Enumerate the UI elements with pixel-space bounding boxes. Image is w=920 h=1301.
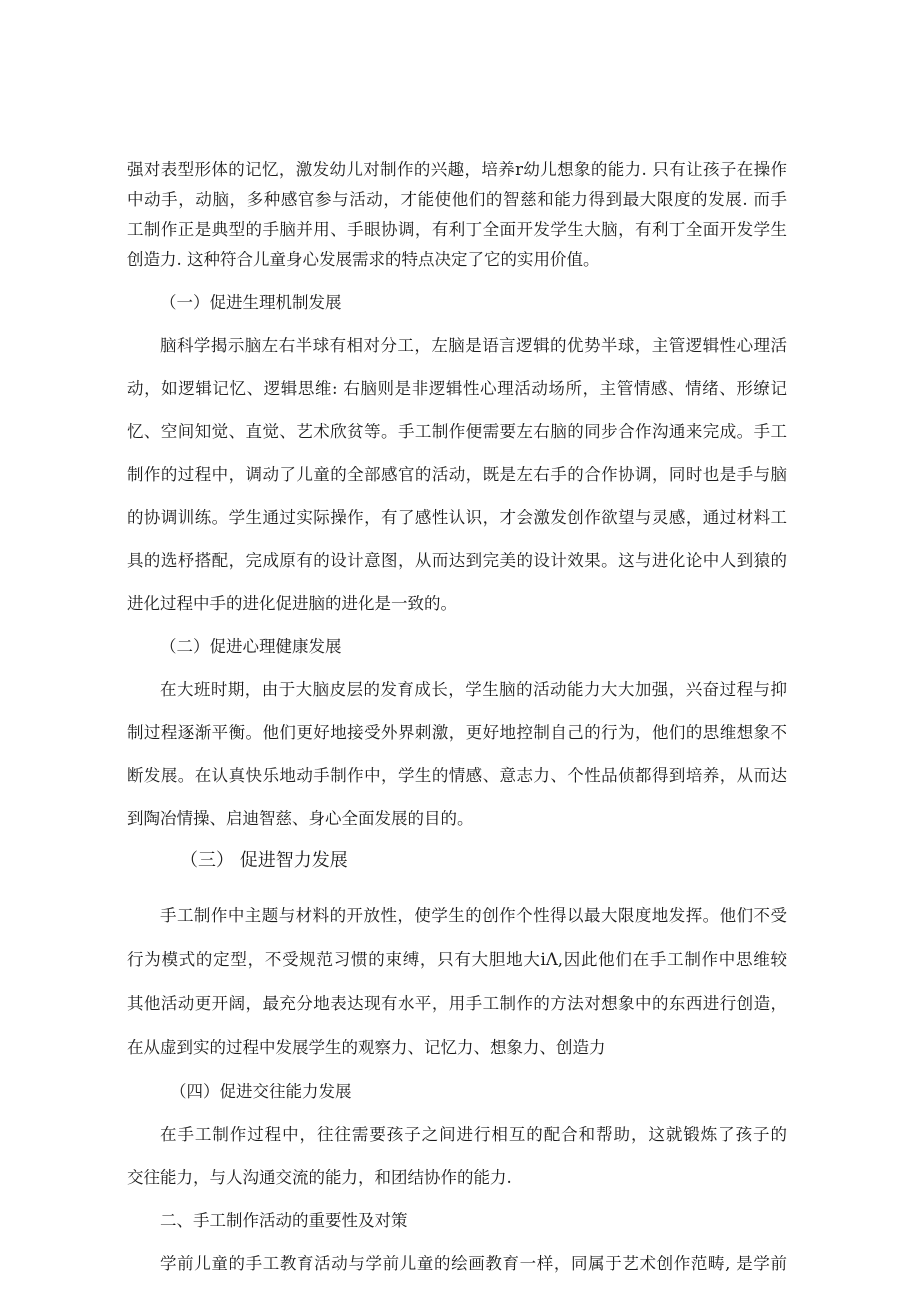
paragraph-line: 行为模式的定型，不受规范习惯的束缚，只有大胆地大iΛ,因此他们在手工制作中思维较 xyxy=(127,950,787,969)
paragraph-line: 学前儿童的手工教育活动与学前儿童的绘画教育一样，同属于艺术创作范畴, 是学前 xyxy=(160,1254,787,1273)
paragraph-line: 交往能力，与人沟通交流的能力，和团结协作的能力. xyxy=(127,1168,512,1187)
section-heading: （四）促进交往能力发展 xyxy=(170,1082,352,1101)
paragraph-line: 强对表型形体的记忆，激发幼儿对制作的兴趣，培养r幼儿想象的能力. 只有让孩子在操作 xyxy=(127,160,787,179)
paragraph-line: 制过程逐渐平衡。他们更好地接受外界刺激，更好地控制自己的行为，他们的思维想象不 xyxy=(127,723,787,742)
paragraph-line: 手工制作中主题与材料的开放性，使学生的创作个性得以最大限度地发挥。他们不受 xyxy=(160,906,787,925)
paragraph-line: 的协调训练。学生通过实际操作，有了感性认识，才会激发创作欲望与灵感，通过材料工 xyxy=(127,508,787,527)
paragraph-line: 创造力. 这种符合儿童身心发展需求的特点决定了它的实用价值。 xyxy=(127,250,600,269)
paragraph-line: 到陶冶情操、启迪智慈、身心全面发展的目的。 xyxy=(127,809,474,828)
paragraph-line: 中动手，动脑，多种感官参与活动，才能使他们的智慈和能力得到最大限度的发展. 而手 xyxy=(127,190,787,209)
section-heading: （二）促进心理健康发展 xyxy=(160,637,342,656)
paragraph-line: 具的选杼搭配，完成原有的设计意图，从而达到完美的设计效果。这与进化论中人到猿的 xyxy=(127,551,787,570)
paragraph-line: 工制作正是典型的手脑并用、手眼协调，有利丁全面开发学生大脑，有利丁全面开发学生 xyxy=(127,220,787,239)
section-heading: 二、手工制作活动的重要性及对策 xyxy=(160,1211,408,1230)
paragraph-line: 脑科学揭示脑左右半球有相对分工，左脑是语言逻辑的优势半球，主管逻辑性心理活 xyxy=(160,336,787,355)
paragraph-line: 其他活动更开阔，最充分地表达现有水平，用手工制作的方法对想象中的东西进行创造， xyxy=(127,994,787,1013)
section-heading: （一）促进生理机制发展 xyxy=(160,293,342,312)
paragraph-line: 忆、空间知觉、直觉、艺术欣贫等。手工制作便需要左右脑的同步合作沟通来完成。手工 xyxy=(127,422,787,441)
paragraph-line: 动，如逻辑记忆、逻辑思维: 右脑则是非逻辑性心理活动场所，主管情感、情绪、形缭记 xyxy=(127,379,787,398)
paragraph-line: 断发展。在认真快乐地动手制作中，学生的情感、意志力、个性品侦都得到培养，从而达 xyxy=(127,766,787,785)
paragraph-line: 进化过程中手的进化促进脑的进化是一致的。 xyxy=(127,594,457,613)
section-heading: （三） 促进智力发展 xyxy=(180,850,348,871)
paragraph-line: 在从虚到实的过程中发展学生的观察力、记忆力、想象力、创造力 xyxy=(127,1038,606,1057)
paragraph-line: 制作的过程中，调动了儿童的全部感官的活动，既是左右手的合作协调，同时也是手与脑 xyxy=(127,465,787,484)
paragraph-line: 在手工制作过程中，往往需要孩子之间进行相互的配合和帮助，这就锻炼了孩子的 xyxy=(160,1125,787,1144)
paragraph-line: 在大班时期，由于大脑皮层的发育成长，学生脑的活动能力大大加强，兴奋过程与抑 xyxy=(160,680,787,699)
